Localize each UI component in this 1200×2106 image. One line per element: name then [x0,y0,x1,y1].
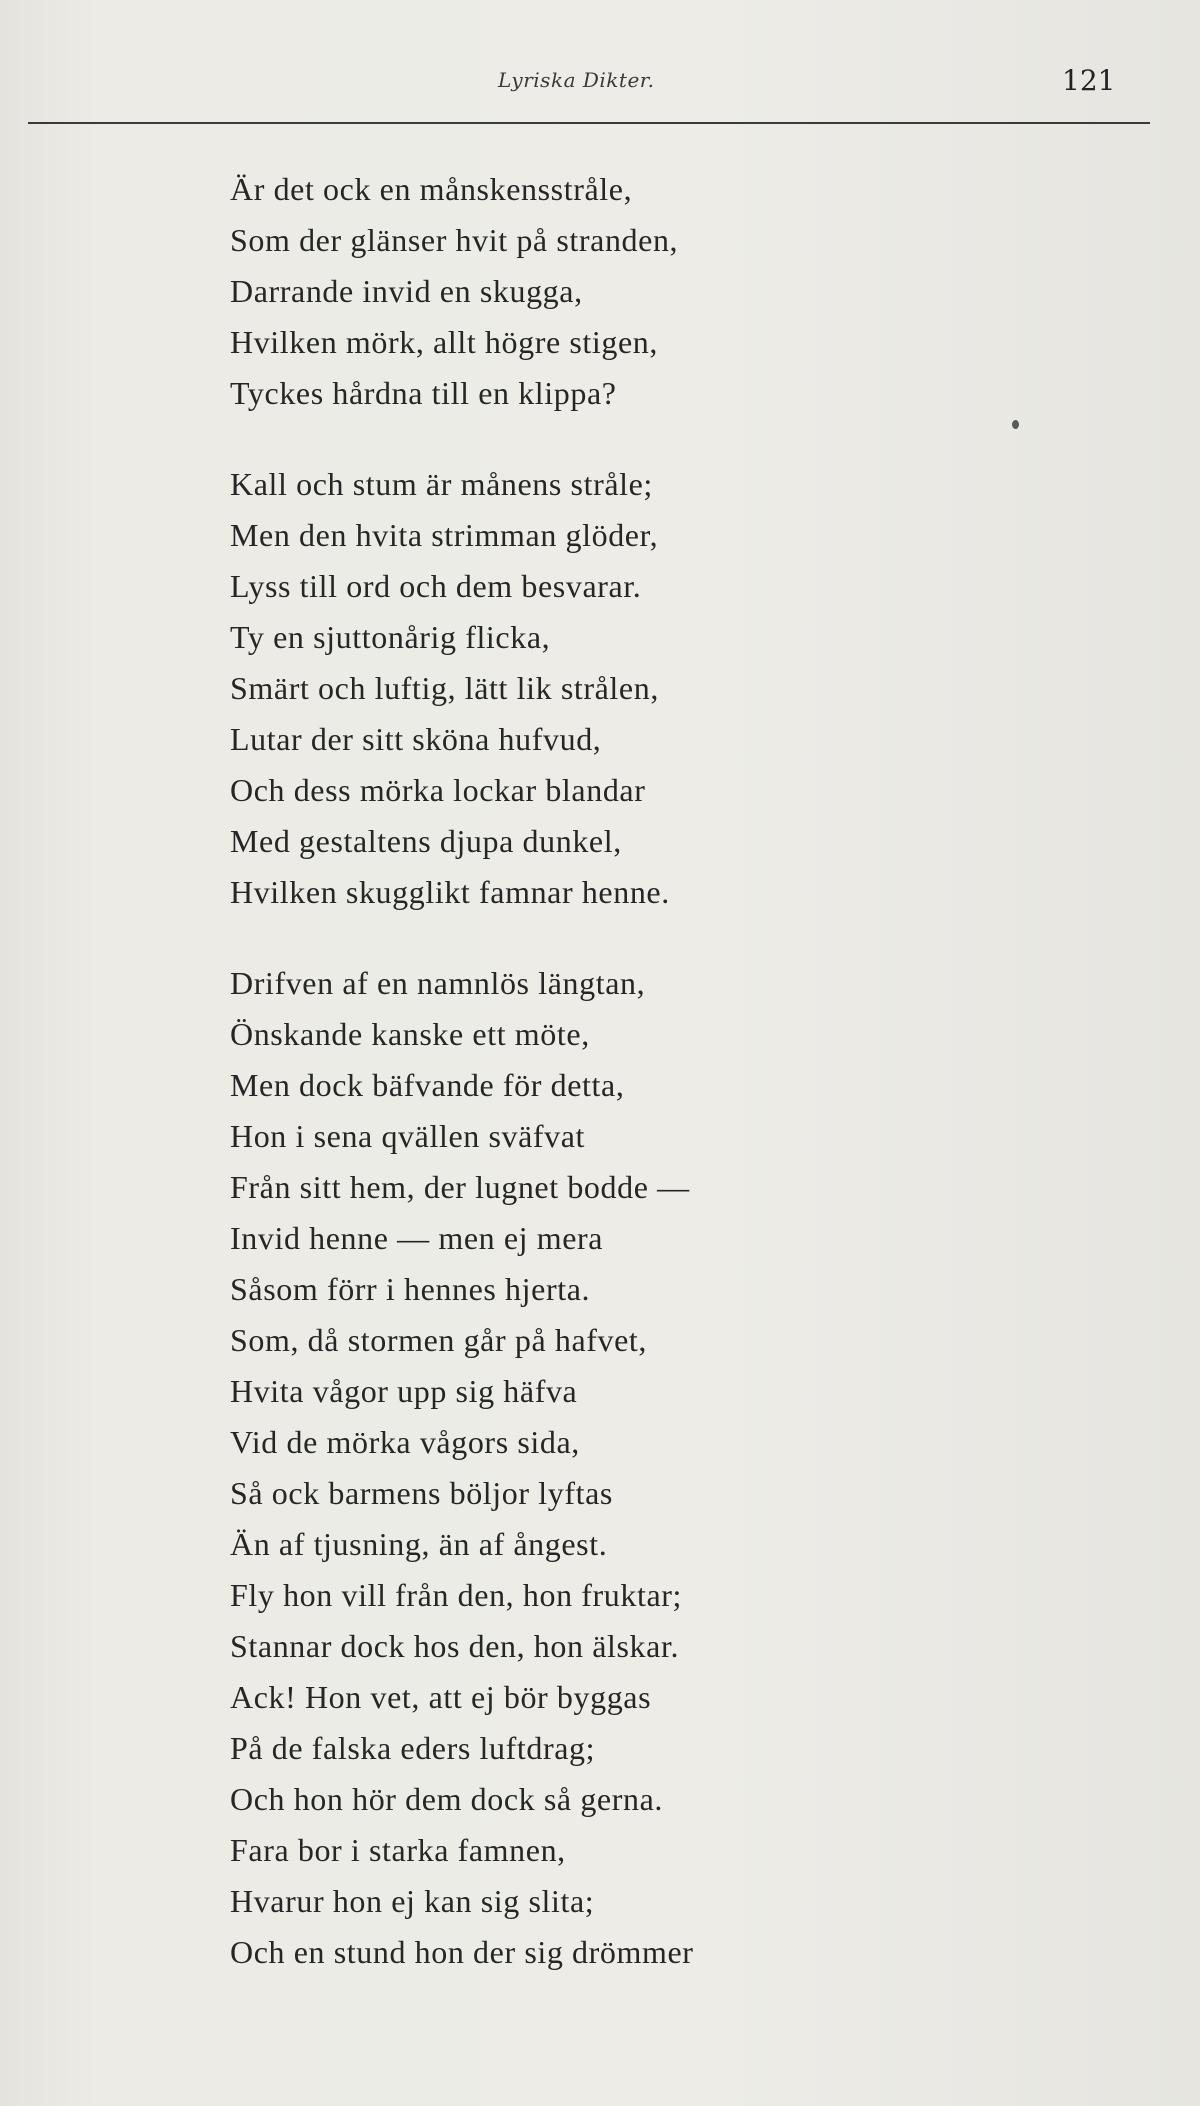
poem-line: Såsom förr i hennes hjerta. [230,1271,591,1307]
poem-line: Är det ock en månskensstråle, [230,171,633,207]
poem-line: Än af tjusning, än af ångest. [230,1526,608,1562]
poem-line: Och en stund hon der sig drömmer [230,1934,694,1970]
poem-line: Och dess mörka lockar blandar [230,772,646,808]
poem-line: Vid de mörka vågors sida, [230,1424,580,1460]
poem-line: Hvita vågor upp sig häfva [230,1373,578,1409]
poem-line: Stannar dock hos den, hon älskar. [230,1628,680,1664]
poem-line: Drifven af en namnlös längtan, [230,965,646,1001]
poem-line: Smärt och luftig, lätt lik strålen, [230,670,659,706]
poem-line: Som, då stormen går på hafvet, [230,1322,647,1358]
poem-line: Så ock barmens böljor lyftas [230,1475,613,1511]
stanza [230,459,1130,918]
poem-line: Hvarur hon ej kan sig slita; [230,1883,595,1919]
poem-line: Med gestaltens djupa dunkel, [230,823,622,859]
stanza [230,164,1130,419]
poem-line: Tyckes hårdna till en klippa? [230,375,617,411]
stanza [230,958,1130,1978]
poem-line: Kall och stum är månens stråle; [230,466,653,502]
poem-line: Men dock bäfvande för detta, [230,1067,625,1103]
poem-line: Hvilken skugglikt famnar henne. [230,874,670,910]
poem-line: På de falska eders luftdrag; [230,1730,596,1766]
poem-line: Från sitt hem, der lugnet bodde — [230,1169,690,1205]
poem-line: Lyss till ord och dem besvarar. [230,568,642,604]
running-title: Lyriska Dikter. [498,68,655,92]
poem-line: Som der glänser hvit på stranden, [230,222,679,258]
running-head [0,60,1200,100]
poem-line: Och hon hör dem dock så gerna. [230,1781,663,1817]
poem-line: Önskande kanske ett möte, [230,1016,590,1052]
poem-body [230,164,1130,2018]
poem-line: Ack! Hon vet, att ej bör byggas [230,1679,652,1715]
poem-line: Darrande invid en skugga, [230,273,583,309]
poem-line: Ty en sjuttonårig flicka, [230,619,551,655]
page-number: 121 [1062,64,1116,97]
poem-line: Hvilken mörk, allt högre stigen, [230,324,659,360]
poem-line: Fly hon vill från den, hon fruktar; [230,1577,683,1613]
print-speck [1012,420,1019,429]
poem-line: Hon i sena qvällen sväfvat [230,1118,586,1154]
poem-line: Fara bor i starka famnen, [230,1832,566,1868]
header-rule [28,122,1150,124]
poem-line: Men den hvita strimman glöder, [230,517,659,553]
poem-line: Lutar der sitt sköna hufvud, [230,721,602,757]
poem-line: Invid henne — men ej mera [230,1220,604,1256]
